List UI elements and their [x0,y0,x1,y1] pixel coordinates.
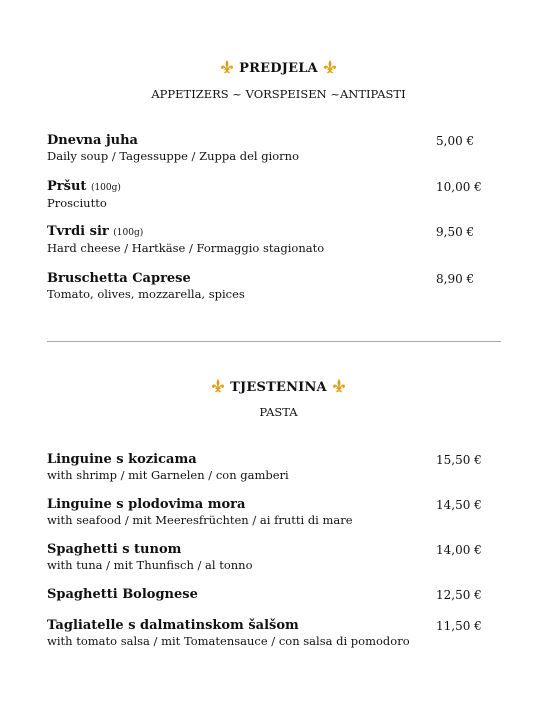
menu-item [47,497,487,528]
menu-item [47,224,487,256]
item-price: 9,50 € [436,225,475,239]
section-title-tjestenina [0,378,557,395]
item-description: with shrimp / mit Garnelen / con gamberi [47,468,289,482]
fleur-de-lis-icon [331,378,347,394]
item-price: 14,50 € [436,498,482,512]
item-price: 12,50 € [436,588,482,602]
item-name: Linguine s kozicama [47,452,197,467]
menu-item [47,133,487,164]
menu-item [47,618,487,649]
section-title-label: PREDJELA [239,61,318,76]
item-quantity: (100g) [113,228,144,238]
item-name: Spaghetti Bolognese [47,587,198,602]
item-description: Hard cheese / Hartkäse / Formaggio stagionato [47,241,325,255]
section-divider [47,341,501,342]
item-name: Bruschetta Caprese [47,271,191,286]
item-price: 15,50 € [436,453,482,467]
item-description: with tuna / mit Thunfisch / al tonno [47,558,253,572]
item-price: 10,00 € [436,180,482,194]
menu-item [47,271,487,302]
item-quantity: (100g) [90,183,121,193]
item-price: 14,00 € [436,543,482,557]
fleur-de-lis-icon [210,378,226,394]
fleur-de-lis-icon [322,59,338,75]
item-name: Spaghetti s tunom [47,542,182,557]
item-description: Daily soup / Tagessuppe / Zuppa del giorno [47,149,300,163]
item-price: 11,50 € [436,619,482,633]
item-name: Pršut (100g) [47,179,121,194]
item-name: Tvrdi sir (100g) [47,224,144,239]
item-description: Prosciutto [47,196,107,210]
item-name: Linguine s plodovima mora [47,497,246,512]
section-subtitle: PASTA [259,405,298,419]
section-title-label: TJESTENINA [230,380,327,395]
item-name: Tagliatelle s dalmatinskom šalšom [47,618,299,633]
item-description: Tomato, olives, mozzarella, spices [47,287,245,301]
fleur-de-lis-icon [219,59,235,75]
menu-item [47,587,487,603]
section-subtitle: APPETIZERS ~ VORSPEISEN ~ANTIPASTI [151,87,406,101]
item-description: with tomato salsa / mit Tomatensauce / con salsa di pomodoro [47,634,410,648]
menu-item [47,179,487,211]
menu-item [47,452,487,483]
item-name: Dnevna juha [47,133,138,148]
section-title-predjela [0,59,557,76]
menu-item [47,542,487,573]
item-price: 8,90 € [436,272,475,286]
item-description: with seafood / mit Meeresfrüchten / ai frutti di mare [47,513,353,527]
item-price: 5,00 € [436,134,475,148]
